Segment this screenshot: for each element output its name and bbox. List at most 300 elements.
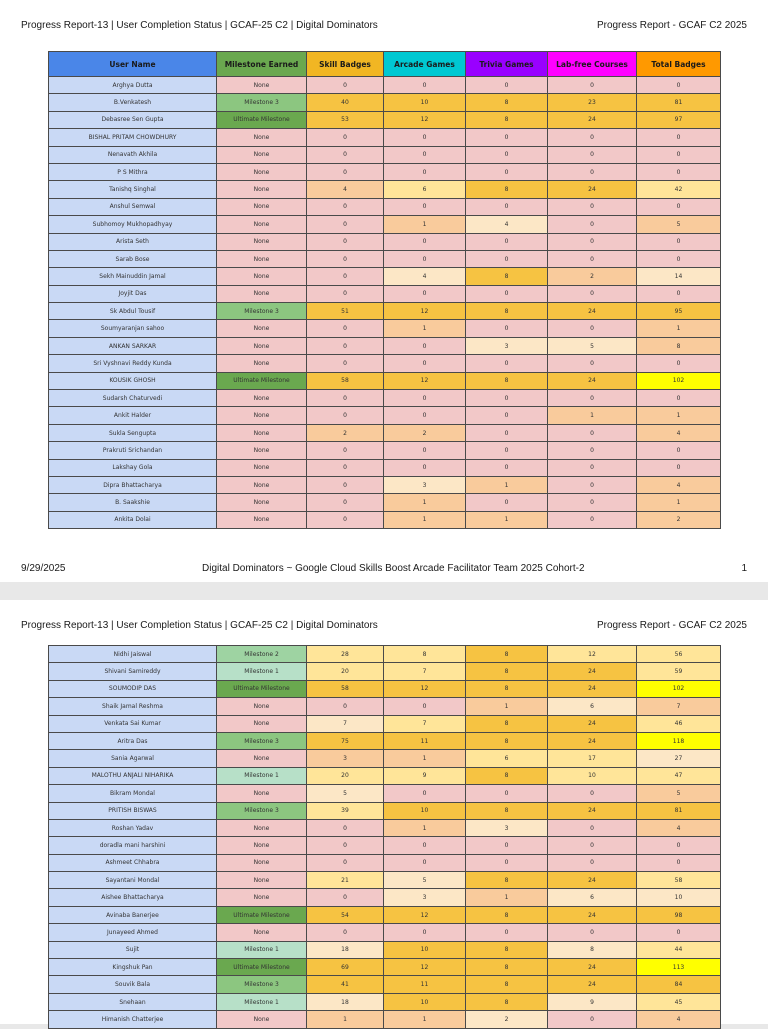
cell-arcade-games: 0 — [384, 77, 466, 94]
cell-arcade-games: 0 — [384, 146, 466, 163]
column-header-milestone-earned: Milestone Earned — [217, 52, 307, 77]
table-row — [49, 494, 721, 511]
cell-lab-free-courses: 6 — [548, 698, 637, 715]
cell-trivia-games: 3 — [466, 819, 548, 836]
cell-user-name: Sri Vyshnavi Reddy Kunda — [49, 355, 217, 372]
cell-total-badges: 5 — [637, 216, 721, 233]
cell-lab-free-courses: 10 — [548, 767, 637, 784]
cell-total-badges: 0 — [637, 355, 721, 372]
cell-skill-badges: 0 — [307, 459, 384, 476]
cell-user-name: Shaik Jamal Reshma — [49, 698, 217, 715]
cell-milestone-earned: None — [217, 390, 307, 407]
cell-skill-badges: 1 — [307, 1011, 384, 1028]
cell-skill-badges: 0 — [307, 216, 384, 233]
cell-trivia-games: 0 — [466, 320, 548, 337]
cell-total-badges: 5 — [637, 785, 721, 802]
cell-user-name: Sukla Sengupta — [49, 424, 217, 441]
cell-skill-badges: 0 — [307, 924, 384, 941]
cell-skill-badges: 0 — [307, 337, 384, 354]
cell-total-badges: 59 — [637, 663, 721, 680]
cell-total-badges: 58 — [637, 872, 721, 889]
cell-lab-free-courses: 1 — [548, 407, 637, 424]
cell-trivia-games: 8 — [466, 802, 548, 819]
cell-total-badges: 81 — [637, 802, 721, 819]
cell-user-name: SOUMODIP DAS — [49, 680, 217, 697]
cell-arcade-games: 0 — [384, 837, 466, 854]
cell-total-badges: 0 — [637, 285, 721, 302]
cell-lab-free-courses: 0 — [548, 1011, 637, 1028]
cell-lab-free-courses: 24 — [548, 976, 637, 993]
cell-total-badges: 0 — [637, 129, 721, 146]
cell-total-badges: 0 — [637, 837, 721, 854]
cell-total-badges: 4 — [637, 819, 721, 836]
cell-lab-free-courses: 0 — [548, 250, 637, 267]
cell-trivia-games: 0 — [466, 146, 548, 163]
cell-skill-badges: 0 — [307, 129, 384, 146]
cell-trivia-games: 1 — [466, 889, 548, 906]
cell-trivia-games: 0 — [466, 77, 548, 94]
cell-milestone-earned: None — [217, 476, 307, 493]
cell-milestone-earned: None — [217, 715, 307, 732]
cell-trivia-games: 0 — [466, 285, 548, 302]
cell-total-badges: 0 — [637, 442, 721, 459]
cell-arcade-games: 10 — [384, 94, 466, 111]
table-row — [49, 511, 721, 528]
table-row — [49, 698, 721, 715]
cell-trivia-games: 0 — [466, 459, 548, 476]
cell-arcade-games: 0 — [384, 198, 466, 215]
cell-lab-free-courses: 0 — [548, 233, 637, 250]
cell-trivia-games: 0 — [466, 390, 548, 407]
table-row — [49, 872, 721, 889]
cell-user-name: Sujit — [49, 941, 217, 958]
cell-user-name: Nidhi Jaiswal — [49, 646, 217, 663]
cell-lab-free-courses: 0 — [548, 216, 637, 233]
report-subtitle: Progress Report - GCAF C2 2025 — [596, 620, 747, 631]
cell-skill-badges: 53 — [307, 111, 384, 128]
cell-lab-free-courses: 0 — [548, 476, 637, 493]
cell-trivia-games: 6 — [466, 750, 548, 767]
cell-trivia-games: 8 — [466, 906, 548, 923]
cell-lab-free-courses: 0 — [548, 837, 637, 854]
cell-skill-badges: 0 — [307, 233, 384, 250]
table-row — [49, 390, 721, 407]
cell-trivia-games: 8 — [466, 715, 548, 732]
cell-trivia-games: 0 — [466, 785, 548, 802]
cell-total-badges: 42 — [637, 181, 721, 198]
cell-trivia-games: 0 — [466, 494, 548, 511]
cell-arcade-games: 0 — [384, 129, 466, 146]
cell-arcade-games: 7 — [384, 663, 466, 680]
table-row — [49, 459, 721, 476]
cell-lab-free-courses: 23 — [548, 94, 637, 111]
cell-lab-free-courses: 24 — [548, 181, 637, 198]
cell-arcade-games: 1 — [384, 511, 466, 528]
cell-lab-free-courses: 0 — [548, 785, 637, 802]
table-row — [49, 1011, 721, 1028]
cell-skill-badges: 28 — [307, 646, 384, 663]
table-row — [49, 424, 721, 441]
cell-user-name: Venkata Sai Kumar — [49, 715, 217, 732]
cell-milestone-earned: None — [217, 198, 307, 215]
cell-trivia-games: 8 — [466, 941, 548, 958]
cell-arcade-games: 10 — [384, 993, 466, 1010]
cell-user-name: Shivani Samireddy — [49, 663, 217, 680]
cell-skill-badges: 0 — [307, 854, 384, 871]
cell-skill-badges: 0 — [307, 320, 384, 337]
cell-trivia-games: 8 — [466, 680, 548, 697]
cell-milestone-earned: None — [217, 320, 307, 337]
cell-milestone-earned: Ultimate Milestone — [217, 959, 307, 976]
cell-skill-badges: 0 — [307, 355, 384, 372]
cell-arcade-games: 1 — [384, 216, 466, 233]
cell-total-badges: 0 — [637, 163, 721, 180]
cell-trivia-games: 8 — [466, 303, 548, 320]
cell-trivia-games: 8 — [466, 767, 548, 784]
cell-total-badges: 81 — [637, 94, 721, 111]
cell-user-name: Aritra Das — [49, 732, 217, 749]
cell-milestone-earned: Milestone 1 — [217, 663, 307, 680]
cell-milestone-earned: None — [217, 268, 307, 285]
cell-user-name: Sk Abdul Tousif — [49, 303, 217, 320]
cell-skill-badges: 41 — [307, 976, 384, 993]
cell-arcade-games: 5 — [384, 872, 466, 889]
cell-milestone-earned: None — [217, 698, 307, 715]
cell-arcade-games: 1 — [384, 320, 466, 337]
cell-arcade-games: 11 — [384, 732, 466, 749]
table-row — [49, 924, 721, 941]
cell-user-name: Roshan Yadav — [49, 819, 217, 836]
cell-arcade-games: 0 — [384, 785, 466, 802]
cell-milestone-earned: Milestone 1 — [217, 941, 307, 958]
cell-arcade-games: 1 — [384, 494, 466, 511]
cell-trivia-games: 8 — [466, 181, 548, 198]
cell-arcade-games: 11 — [384, 976, 466, 993]
cell-total-badges: 56 — [637, 646, 721, 663]
table-row — [49, 337, 721, 354]
table-row — [49, 407, 721, 424]
cell-skill-badges: 69 — [307, 959, 384, 976]
table-row — [49, 837, 721, 854]
cell-milestone-earned: None — [217, 129, 307, 146]
cell-user-name: Debasree Sen Gupta — [49, 111, 217, 128]
cell-milestone-earned: None — [217, 459, 307, 476]
cell-arcade-games: 0 — [384, 924, 466, 941]
cell-milestone-earned: None — [217, 819, 307, 836]
table-row — [49, 372, 721, 389]
cell-total-badges: 44 — [637, 941, 721, 958]
cell-arcade-games: 3 — [384, 476, 466, 493]
cell-lab-free-courses: 24 — [548, 111, 637, 128]
cell-total-badges: 0 — [637, 924, 721, 941]
column-header-trivia-games: Trivia Games — [466, 52, 548, 77]
cell-milestone-earned: None — [217, 1011, 307, 1028]
table-row — [49, 802, 721, 819]
cell-milestone-earned: None — [217, 163, 307, 180]
table-row — [49, 303, 721, 320]
cell-user-name: BISHAL PRITAM CHOWDHURY — [49, 129, 217, 146]
cell-arcade-games: 0 — [384, 390, 466, 407]
cell-arcade-games: 0 — [384, 442, 466, 459]
cell-lab-free-courses: 0 — [548, 163, 637, 180]
column-header-user-name: User Name — [49, 52, 217, 77]
cell-arcade-games: 1 — [384, 819, 466, 836]
cell-lab-free-courses: 24 — [548, 303, 637, 320]
table-row — [49, 663, 721, 680]
cell-total-badges: 102 — [637, 372, 721, 389]
cell-milestone-earned: None — [217, 750, 307, 767]
cell-arcade-games: 12 — [384, 906, 466, 923]
table-row — [49, 129, 721, 146]
column-header-skill-badges: Skill Badges — [307, 52, 384, 77]
cell-trivia-games: 8 — [466, 111, 548, 128]
cell-skill-badges: 0 — [307, 476, 384, 493]
cell-user-name: Avinaba Banerjee — [49, 906, 217, 923]
cell-total-badges: 4 — [637, 1011, 721, 1028]
cell-arcade-games: 1 — [384, 750, 466, 767]
progress-table — [48, 51, 721, 529]
cell-milestone-earned: Milestone 3 — [217, 732, 307, 749]
cell-arcade-games: 0 — [384, 407, 466, 424]
cell-arcade-games: 0 — [384, 337, 466, 354]
cell-trivia-games: 0 — [466, 355, 548, 372]
cell-skill-badges: 4 — [307, 181, 384, 198]
cell-trivia-games: 1 — [466, 476, 548, 493]
cell-arcade-games: 9 — [384, 767, 466, 784]
cell-skill-badges: 40 — [307, 94, 384, 111]
table-row — [49, 715, 721, 732]
cell-total-badges: 0 — [637, 233, 721, 250]
cell-lab-free-courses: 0 — [548, 924, 637, 941]
cell-skill-badges: 0 — [307, 494, 384, 511]
cell-arcade-games: 10 — [384, 941, 466, 958]
cell-total-badges: 0 — [637, 854, 721, 871]
cell-lab-free-courses: 0 — [548, 320, 637, 337]
cell-trivia-games: 8 — [466, 993, 548, 1010]
cell-trivia-games: 0 — [466, 854, 548, 871]
cell-total-badges: 1 — [637, 494, 721, 511]
table-header-row — [49, 52, 721, 77]
cell-total-badges: 7 — [637, 698, 721, 715]
cell-skill-badges: 0 — [307, 146, 384, 163]
cell-arcade-games: 0 — [384, 250, 466, 267]
cell-milestone-earned: None — [217, 181, 307, 198]
cell-lab-free-courses: 0 — [548, 511, 637, 528]
page-number: 1 — [741, 563, 747, 574]
cell-milestone-earned: Milestone 3 — [217, 802, 307, 819]
cell-skill-badges: 0 — [307, 285, 384, 302]
cell-arcade-games: 0 — [384, 285, 466, 302]
cell-milestone-earned: None — [217, 924, 307, 941]
cell-user-name: Anshul Semwal — [49, 198, 217, 215]
cell-skill-badges: 54 — [307, 906, 384, 923]
cell-user-name: Subhomoy Mukhopadhyay — [49, 216, 217, 233]
cell-skill-badges: 0 — [307, 250, 384, 267]
cell-skill-badges: 0 — [307, 407, 384, 424]
table-row — [49, 976, 721, 993]
cell-user-name: Bikram Mondal — [49, 785, 217, 802]
cell-milestone-earned: None — [217, 494, 307, 511]
cell-trivia-games: 8 — [466, 959, 548, 976]
cell-user-name: doradla mani harshini — [49, 837, 217, 854]
cell-trivia-games: 3 — [466, 337, 548, 354]
table-row — [49, 767, 721, 784]
cell-trivia-games: 0 — [466, 198, 548, 215]
cell-user-name: P S Mithra — [49, 163, 217, 180]
cell-user-name: Sarab Bose — [49, 250, 217, 267]
cell-trivia-games: 8 — [466, 646, 548, 663]
table-row — [49, 476, 721, 493]
cell-user-name: Himanish Chatterjee — [49, 1011, 217, 1028]
table-row — [49, 285, 721, 302]
table-row — [49, 198, 721, 215]
cell-user-name: Dipra Bhattacharya — [49, 476, 217, 493]
cell-milestone-earned: None — [217, 889, 307, 906]
cell-user-name: Ankita Dolai — [49, 511, 217, 528]
cell-skill-badges: 0 — [307, 698, 384, 715]
cell-skill-badges: 5 — [307, 785, 384, 802]
cell-total-badges: 27 — [637, 750, 721, 767]
cell-arcade-games: 0 — [384, 163, 466, 180]
table-row — [49, 906, 721, 923]
cell-skill-badges: 75 — [307, 732, 384, 749]
cell-total-badges: 84 — [637, 976, 721, 993]
cell-milestone-earned: Milestone 2 — [217, 646, 307, 663]
page-footer — [21, 563, 747, 577]
cell-user-name: Lakshay Gola — [49, 459, 217, 476]
cell-lab-free-courses: 0 — [548, 129, 637, 146]
cell-lab-free-courses: 12 — [548, 646, 637, 663]
cell-user-name: Soumyaranjan sahoo — [49, 320, 217, 337]
cell-user-name: PRITISH BISWAS — [49, 802, 217, 819]
cell-trivia-games: 2 — [466, 1011, 548, 1028]
cell-total-badges: 2 — [637, 511, 721, 528]
cell-skill-badges: 0 — [307, 268, 384, 285]
footer-date: 9/29/2025 — [21, 563, 66, 574]
cell-trivia-games: 0 — [466, 424, 548, 441]
cell-arcade-games: 6 — [384, 181, 466, 198]
cell-user-name: MALOTHU ANJALI NIHARIKA — [49, 767, 217, 784]
cell-arcade-games: 0 — [384, 233, 466, 250]
cell-arcade-games: 12 — [384, 111, 466, 128]
cell-trivia-games: 8 — [466, 372, 548, 389]
cell-user-name: Ankit Halder — [49, 407, 217, 424]
cell-milestone-earned: None — [217, 250, 307, 267]
cell-arcade-games: 12 — [384, 372, 466, 389]
table-row — [49, 163, 721, 180]
cell-skill-badges: 0 — [307, 77, 384, 94]
cell-lab-free-courses: 0 — [548, 77, 637, 94]
cell-user-name: B.Venkatesh — [49, 94, 217, 111]
cell-skill-badges: 0 — [307, 390, 384, 407]
table-row — [49, 355, 721, 372]
cell-total-badges: 8 — [637, 337, 721, 354]
cell-total-badges: 113 — [637, 959, 721, 976]
cell-trivia-games: 0 — [466, 250, 548, 267]
cell-trivia-games: 8 — [466, 268, 548, 285]
cell-milestone-earned: Ultimate Milestone — [217, 906, 307, 923]
table-row — [49, 250, 721, 267]
cell-user-name: Joyjit Das — [49, 285, 217, 302]
cell-total-badges: 1 — [637, 407, 721, 424]
cell-skill-badges: 58 — [307, 680, 384, 697]
cell-arcade-games: 3 — [384, 889, 466, 906]
cell-arcade-games: 10 — [384, 802, 466, 819]
cell-user-name: Tanishq Singhal — [49, 181, 217, 198]
cell-total-badges: 0 — [637, 77, 721, 94]
cell-arcade-games: 0 — [384, 459, 466, 476]
cell-skill-badges: 18 — [307, 941, 384, 958]
cell-trivia-games: 8 — [466, 94, 548, 111]
cell-skill-badges: 58 — [307, 372, 384, 389]
cell-user-name: KOUSIK GHOSH — [49, 372, 217, 389]
cell-user-name: Souvik Bala — [49, 976, 217, 993]
cell-total-badges: 14 — [637, 268, 721, 285]
cell-total-badges: 4 — [637, 424, 721, 441]
cell-lab-free-courses: 0 — [548, 854, 637, 871]
cell-arcade-games: 12 — [384, 303, 466, 320]
table-row — [49, 181, 721, 198]
cell-milestone-earned: Ultimate Milestone — [217, 111, 307, 128]
cell-lab-free-courses: 5 — [548, 337, 637, 354]
cell-skill-badges: 20 — [307, 663, 384, 680]
cell-lab-free-courses: 0 — [548, 285, 637, 302]
cell-total-badges: 118 — [637, 732, 721, 749]
cell-trivia-games: 8 — [466, 732, 548, 749]
table-row — [49, 320, 721, 337]
cell-milestone-earned: Milestone 3 — [217, 94, 307, 111]
cell-lab-free-courses: 24 — [548, 715, 637, 732]
cell-lab-free-courses: 0 — [548, 442, 637, 459]
cell-arcade-games: 0 — [384, 854, 466, 871]
cell-skill-badges: 0 — [307, 511, 384, 528]
cell-trivia-games: 0 — [466, 837, 548, 854]
cell-lab-free-courses: 2 — [548, 268, 637, 285]
cell-lab-free-courses: 24 — [548, 732, 637, 749]
cell-total-badges: 0 — [637, 250, 721, 267]
cell-trivia-games: 0 — [466, 129, 548, 146]
page-header — [21, 620, 747, 634]
cell-user-name: Junayeed Ahmed — [49, 924, 217, 941]
cell-milestone-earned: None — [217, 355, 307, 372]
cell-skill-badges: 39 — [307, 802, 384, 819]
cell-lab-free-courses: 9 — [548, 993, 637, 1010]
cell-trivia-games: 0 — [466, 233, 548, 250]
cell-user-name: Ashmeet Chhabra — [49, 854, 217, 871]
cell-skill-badges: 3 — [307, 750, 384, 767]
cell-arcade-games: 4 — [384, 268, 466, 285]
cell-lab-free-courses: 0 — [548, 494, 637, 511]
table-row — [49, 854, 721, 871]
table-row — [49, 993, 721, 1010]
table-row — [49, 233, 721, 250]
cell-lab-free-courses: 0 — [548, 424, 637, 441]
cell-skill-badges: 2 — [307, 424, 384, 441]
cell-skill-badges: 20 — [307, 767, 384, 784]
cell-milestone-earned: None — [217, 442, 307, 459]
cell-trivia-games: 8 — [466, 872, 548, 889]
cell-arcade-games: 12 — [384, 959, 466, 976]
cell-trivia-games: 0 — [466, 924, 548, 941]
cell-arcade-games: 12 — [384, 680, 466, 697]
cell-total-badges: 97 — [637, 111, 721, 128]
cell-user-name: B. Saakshie — [49, 494, 217, 511]
cell-trivia-games: 0 — [466, 442, 548, 459]
cell-trivia-games: 8 — [466, 976, 548, 993]
cell-lab-free-courses: 0 — [548, 390, 637, 407]
cell-trivia-games: 0 — [466, 163, 548, 180]
table-row — [49, 785, 721, 802]
